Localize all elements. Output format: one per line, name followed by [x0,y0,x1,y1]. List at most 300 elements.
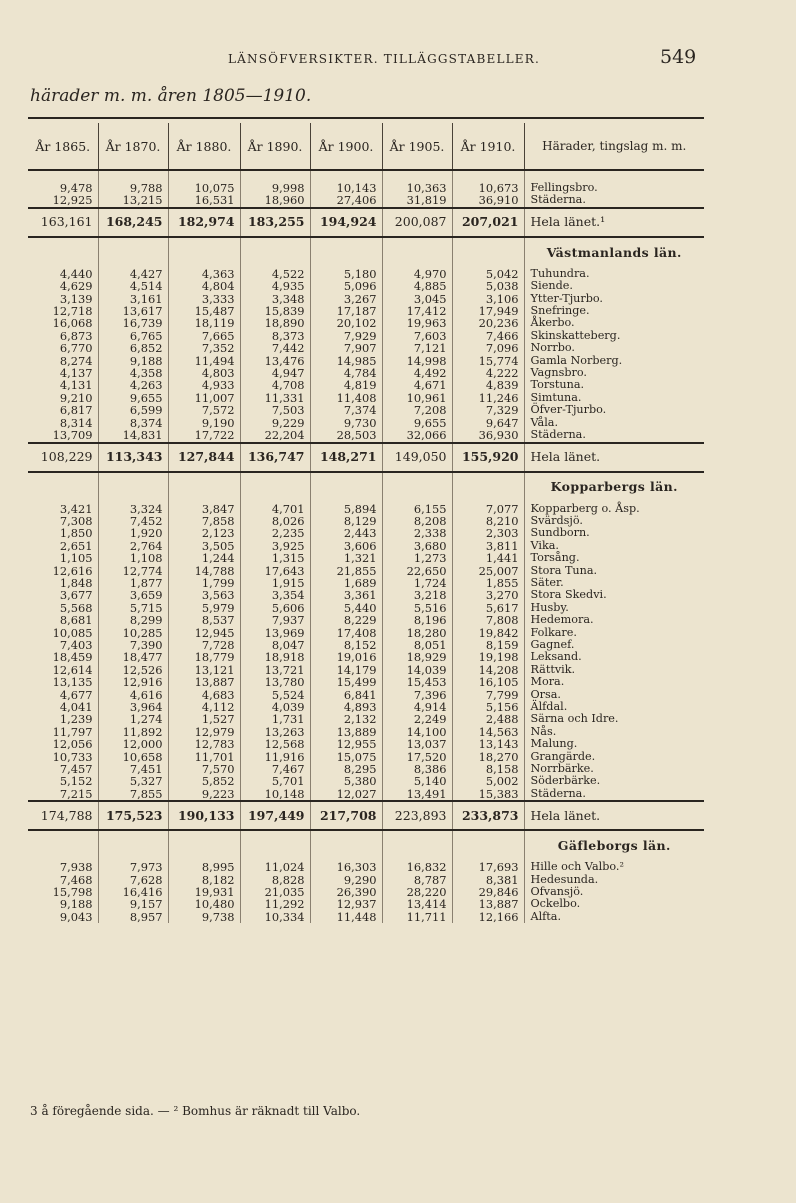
population-cell: 8,158 [452,763,524,775]
table-row [28,788,704,801]
population-cell: 7,215 [59,786,93,801]
population-cell: 7,907 [310,342,382,354]
population-cell: 8,208 [382,515,452,527]
population-cell: 8,182 [168,874,240,886]
population-cell: 18,779 [168,651,240,663]
population-cell: 12,945 [168,627,240,639]
population-cell: 11,024 [240,861,310,873]
population-cell: 1,731 [240,713,310,725]
table-row [28,404,704,416]
population-cell: 12,925 [52,193,93,208]
population-cell: 5,180 [310,268,382,280]
table-row [28,911,704,923]
population-cell: 11,448 [310,911,382,923]
population-cell: 18,459 [52,650,93,665]
population-cell: 10,075 [168,182,240,194]
population-cell: 5,516 [382,602,452,614]
population-cell: 2,249 [382,713,452,725]
district-name-cell: Skinskatteberg. [524,330,704,342]
population-cell: 1,244 [168,552,240,564]
population-cell: 4,933 [168,379,240,391]
district-name-cell: Älfdal. [524,701,704,713]
population-cell: 17,412 [382,305,452,317]
district-name-cell: Rättvik. [524,664,704,676]
population-cell: 6,841 [310,689,382,701]
population-cell: 17,520 [382,751,452,763]
population-cell: 12,783 [168,738,240,750]
population-cell: 12,718 [52,304,93,319]
population-cell: 113,343 [98,443,168,472]
empty-cell [28,237,98,268]
population-cell: 1,273 [382,552,452,564]
population-cell: 16,739 [98,317,168,329]
population-cell: 217,708 [310,801,382,830]
table-row [28,194,704,207]
population-cell: 10,285 [98,627,168,639]
population-cell: 10,658 [98,751,168,763]
population-cell: 4,970 [382,268,452,280]
population-cell: 9,655 [98,392,168,404]
county-total-row [28,208,704,237]
population-cell: 17,693 [452,861,524,873]
column-header-1870: År 1870. [98,123,168,170]
population-cell: 15,487 [168,305,240,317]
population-cell: 7,808 [452,614,524,626]
population-cell: 7,858 [168,515,240,527]
table-row [28,280,704,292]
district-name-cell: Säter. [524,577,704,589]
population-cell: 9,478 [59,181,93,195]
population-cell: 5,715 [98,602,168,614]
population-cell: 1,724 [382,577,452,589]
population-cell: 7,603 [382,330,452,342]
population-cell: 9,998 [240,182,310,194]
population-cell: 27,406 [310,194,382,207]
population-cell: 12,955 [310,738,382,750]
empty-cell [452,237,524,268]
population-cell: 16,068 [52,316,93,331]
district-name-cell: Svärdsjö. [524,515,704,527]
population-cell: 11,797 [52,724,93,739]
population-cell: 3,505 [168,540,240,552]
population-cell: 7,096 [452,342,524,354]
population-cell: 4,039 [240,701,310,713]
population-cell: 149,050 [382,443,452,472]
population-cell: 2,338 [382,527,452,539]
population-cell: 2,488 [452,713,524,725]
population-cell: 4,616 [98,689,168,701]
county-heading: Kopparbergs län. [524,472,704,503]
population-cell: 108,229 [28,443,98,472]
population-cell: 13,476 [240,355,310,367]
population-cell: 148,271 [310,443,382,472]
empty-cell [28,830,98,861]
population-cell: 7,467 [240,763,310,775]
district-name-cell: Städerna. [524,788,704,801]
population-cell: 36,930 [452,429,524,442]
population-cell: 1,527 [168,713,240,725]
population-cell: 4,358 [98,367,168,379]
population-cell: 12,000 [98,738,168,750]
empty-cell [168,472,240,503]
population-cell: 14,208 [452,664,524,676]
empty-cell [382,830,452,861]
population-cell: 2,443 [310,527,382,539]
population-cell: 12,916 [98,676,168,688]
population-cell: 3,106 [452,293,524,305]
population-cell: 1,441 [452,552,524,564]
population-cell: 15,499 [310,676,382,688]
population-cell: 10,143 [310,182,382,194]
population-cell: 11,916 [240,751,310,763]
population-cell: 4,708 [240,379,310,391]
population-cell: 4,514 [98,280,168,292]
population-cell: 18,270 [452,751,524,763]
population-cell: 9,210 [59,390,93,405]
population-cell: 1,239 [59,712,93,727]
population-cell: 8,787 [382,874,452,886]
population-cell: 7,451 [98,763,168,775]
population-cell: 7,855 [98,788,168,801]
column-header-row [28,123,704,170]
population-cell: 19,963 [382,317,452,329]
population-cell: 13,263 [240,726,310,738]
population-cell: 13,143 [452,738,524,750]
population-cell: 13,121 [168,664,240,676]
population-cell: 13,721 [240,664,310,676]
population-cell: 2,651 [59,538,93,553]
population-cell: 223,893 [382,801,452,830]
population-cell: 11,701 [168,751,240,763]
population-cell: 7,466 [452,330,524,342]
population-cell: 20,236 [452,317,524,329]
table-row [28,614,704,626]
population-cell: 4,522 [240,268,310,280]
population-cell: 8,957 [98,911,168,923]
district-name-cell: Städerna. [524,429,704,442]
population-cell: 29,846 [452,886,524,898]
district-name-cell: Hedesunda. [524,874,704,886]
population-cell: 3,218 [382,589,452,601]
population-cell: 3,563 [168,589,240,601]
population-cell: 3,925 [240,540,310,552]
population-cell: 13,617 [98,305,168,317]
empty-cell [452,472,524,503]
district-name-cell: Vika. [524,540,704,552]
population-cell: 168,245 [98,208,168,237]
population-cell: 3,267 [310,293,382,305]
population-cell: 5,701 [240,775,310,787]
population-cell: 4,803 [168,367,240,379]
population-cell: 1,920 [98,527,168,539]
table-row [28,552,704,564]
population-cell: 4,947 [240,367,310,379]
population-cell: 7,121 [382,342,452,354]
population-cell: 8,026 [240,515,310,527]
population-cell: 3,161 [98,293,168,305]
population-cell: 12,937 [310,898,382,910]
population-cell: 5,152 [59,774,93,789]
population-cell: 17,408 [310,627,382,639]
population-cell: 7,396 [382,689,452,701]
district-name-cell: Nås. [524,726,704,738]
table-row [28,861,704,873]
population-cell: 13,491 [382,788,452,801]
population-cell: 18,119 [168,317,240,329]
population-cell: 7,403 [59,637,93,652]
population-cell: 14,100 [382,726,452,738]
population-cell: 1,850 [59,526,93,541]
population-cell: 13,887 [168,676,240,688]
district-name-cell: Ofvansjö. [524,886,704,898]
empty-cell [168,830,240,861]
population-cell: 155,920 [452,443,524,472]
population-cell: 15,453 [382,676,452,688]
population-cell: 36,910 [452,194,524,207]
population-cell: 8,152 [310,639,382,651]
population-cell: 5,568 [59,600,93,615]
empty-cell [310,472,382,503]
population-cell: 4,112 [168,701,240,713]
population-cell: 4,701 [240,503,310,515]
population-cell: 1,877 [98,577,168,589]
population-cell: 4,935 [240,280,310,292]
county-section-row [28,237,704,268]
county-section-row [28,830,704,861]
population-cell: 8,373 [240,330,310,342]
county-heading: Västmanlands län. [524,237,704,268]
population-cell: 4,131 [59,378,93,393]
column-header-1865: År 1865. [28,123,98,170]
population-cell: 5,440 [310,602,382,614]
population-cell: 4,427 [98,268,168,280]
population-cell: 3,659 [98,589,168,601]
population-cell: 17,722 [168,429,240,442]
page-number: 549 [660,46,697,68]
population-cell: 17,949 [452,305,524,317]
population-cell: 18,477 [98,651,168,663]
table-subtitle: härader m. m. åren 1805—1910. [30,86,312,106]
district-name-cell: Malung. [524,738,704,750]
population-cell: 2,764 [98,540,168,552]
population-cell: 3,606 [310,540,382,552]
population-cell: 19,842 [452,627,524,639]
population-cell: 12,056 [52,737,93,752]
population-cell: 5,038 [452,280,524,292]
population-cell: 233,873 [452,801,524,830]
district-name-cell: Hille och Valbo.² [524,861,704,873]
population-cell: 8,314 [59,415,93,430]
population-cell: 18,918 [240,651,310,663]
population-cell: 18,890 [240,317,310,329]
population-cell: 3,361 [310,589,382,601]
population-cell: 13,887 [452,898,524,910]
population-cell: 13,135 [52,675,93,690]
population-cell: 8,295 [310,763,382,775]
population-cell: 5,979 [168,602,240,614]
population-cell: 197,449 [240,801,310,830]
population-cell: 19,016 [310,651,382,663]
population-cell: 7,938 [59,860,93,875]
population-cell: 1,105 [59,551,93,566]
population-cell: 10,480 [168,898,240,910]
population-cell: 17,643 [240,565,310,577]
district-name-cell: Folkare. [524,627,704,639]
population-cell: 8,299 [98,614,168,626]
population-cell: 12,568 [240,738,310,750]
population-cell: 8,995 [168,861,240,873]
population-cell: 5,380 [310,775,382,787]
population-cell: 1,689 [310,577,382,589]
population-cell: 7,937 [240,614,310,626]
population-cell: 1,321 [310,552,382,564]
population-cell: 4,440 [59,266,93,281]
population-cell: 5,894 [310,503,382,515]
population-cell: 32,066 [382,429,452,442]
population-cell: 183,255 [240,208,310,237]
population-cell: 4,629 [59,279,93,294]
population-cell: 11,711 [382,911,452,923]
population-cell: 7,208 [382,404,452,416]
empty-cell [98,830,168,861]
population-cell: 7,308 [59,513,93,528]
population-cell: 7,442 [240,342,310,354]
population-cell: 7,572 [168,404,240,416]
population-cell: 194,924 [310,208,382,237]
population-cell: 14,563 [452,726,524,738]
empty-cell [28,472,98,503]
population-cell: 7,628 [98,874,168,886]
district-name-cell: Fellingsbro. [524,182,704,194]
population-cell: 10,363 [382,182,452,194]
district-name-cell: Alfta. [524,911,704,923]
population-cell: 14,831 [98,429,168,442]
population-cell: 9,229 [240,417,310,429]
population-cell: 8,274 [59,353,93,368]
population-cell: 28,503 [310,429,382,442]
population-cell: 200,087 [382,208,452,237]
population-cell: 21,855 [310,565,382,577]
population-cell: 1,315 [240,552,310,564]
population-cell: 1,915 [240,577,310,589]
population-cell: 14,998 [382,355,452,367]
empty-cell [240,830,310,861]
population-cell: 7,390 [98,639,168,651]
population-cell: 9,043 [59,909,93,924]
column-header-1880: År 1880. [168,123,240,170]
population-cell: 3,421 [59,501,93,516]
population-cell: 7,929 [310,330,382,342]
population-cell: 6,599 [98,404,168,416]
population-cell: 13,969 [240,627,310,639]
population-cell: 5,327 [98,775,168,787]
population-cell: 4,492 [382,367,452,379]
population-cell: 9,647 [452,417,524,429]
population-cell: 15,383 [452,788,524,801]
table-row [28,738,704,750]
district-name-cell: Norrbärke. [524,763,704,775]
population-cell: 14,179 [310,664,382,676]
population-cell: 9,223 [168,788,240,801]
population-cell: 175,523 [98,801,168,830]
population-cell: 5,852 [168,775,240,787]
footnote: 3 å föregående sida. — ² Bomhus är räknadt till Valbo. [30,1104,361,1118]
district-name-cell: Mora. [524,676,704,688]
population-cell: 4,263 [98,379,168,391]
population-cell: 18,929 [382,651,452,663]
district-name-cell: Kopparberg o. Åsp. [524,503,704,515]
population-cell: 15,839 [240,305,310,317]
population-cell: 11,007 [168,392,240,404]
population-cell: 12,526 [98,664,168,676]
population-cell: 6,817 [59,403,93,418]
population-cell: 7,077 [452,503,524,515]
population-cell: 4,677 [59,687,93,702]
district-name-cell: Öfver-Tjurbo. [524,404,704,416]
district-name-cell: Söderbärke. [524,775,704,787]
population-cell: 18,280 [382,627,452,639]
population-cell: 14,985 [310,355,382,367]
population-cell: 12,614 [52,662,93,677]
population-cell: 7,503 [240,404,310,416]
population-cell: 6,155 [382,503,452,515]
population-cell: 3,811 [452,540,524,552]
population-cell: 15,774 [452,355,524,367]
population-cell: 7,457 [59,762,93,777]
population-cell: 11,331 [240,392,310,404]
population-cell: 18,960 [240,194,310,207]
population-cell: 8,386 [382,763,452,775]
population-cell: 163,161 [28,208,98,237]
table-row [28,527,704,539]
population-cell: 3,139 [59,291,93,306]
district-name-cell: Hela länet. [524,801,704,830]
population-cell: 1,799 [168,577,240,589]
population-cell: 4,784 [310,367,382,379]
table-row [28,775,704,787]
empty-cell [98,237,168,268]
population-cell: 8,210 [452,515,524,527]
population-cell: 3,045 [382,293,452,305]
population-cell: 7,728 [168,639,240,651]
population-cell: 26,390 [310,886,382,898]
table-row [28,713,704,725]
population-cell: 3,677 [59,588,93,603]
population-cell: 4,041 [59,700,93,714]
population-cell: 6,765 [98,330,168,342]
population-cell: 2,235 [240,527,310,539]
population-cell: 14,039 [382,664,452,676]
population-cell: 4,819 [310,379,382,391]
column-header-1900: År 1900. [310,123,382,170]
district-name-cell: Ockelbo. [524,898,704,910]
population-cell: 22,650 [382,565,452,577]
population-cell: 7,329 [452,404,524,416]
population-cell: 1,108 [98,552,168,564]
district-name-cell: Siende. [524,280,704,292]
population-cell: 19,198 [452,651,524,663]
empty-cell [240,472,310,503]
population-cell: 6,873 [59,328,93,343]
running-head [0,46,796,70]
empty-cell [310,237,382,268]
table-body [28,170,704,923]
district-name-cell: Orsa. [524,689,704,701]
population-cell: 7,468 [59,872,93,887]
population-cell: 4,363 [168,268,240,280]
population-cell: 8,381 [452,874,524,886]
population-cell: 7,973 [98,861,168,873]
